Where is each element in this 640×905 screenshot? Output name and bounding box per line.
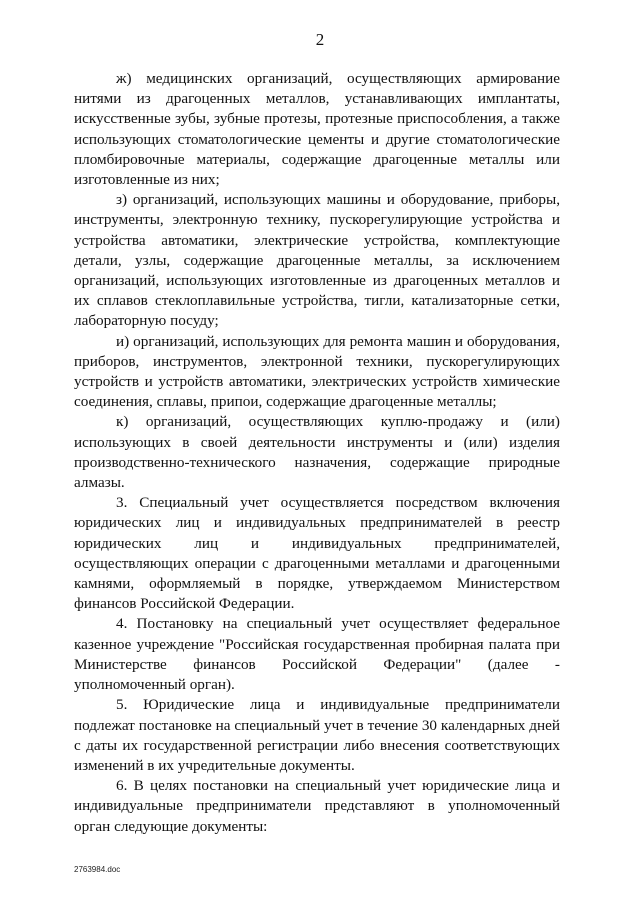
paragraph-zh: ж) медицинских организаций, осуществляющих армирование нитями из драгоценных металлов, устанавливающих имплантаты, искусственные зубы, зубные протезы, протезные приспособления, а также использующих стоматологические цементы и другие стоматологические пломбировочные материалы, содержащие драгоценные металлы или изготовленные из них; xyxy=(74,70,560,189)
paragraph-k: к) организаций, осуществляющих куплю-продажу и (или) использующих в своей деятельности инструменты и (или) изделия производственно-технического назначения, содержащие природные алмазы. xyxy=(74,413,560,492)
paragraph-z: з) организаций, использующих машины и оборудование, приборы, инструменты, электронную технику, пускорегулирующие устройства и устройства автоматики, электрические устройства, комплектующие детали, узлы, содержащие драгоценные металлы, за исключением организаций, использующих изготовленные из драгоценных металлов и их сплавов стеклоплавильные устройства, тигли, катализаторные сетки, лабораторную посуду; xyxy=(74,191,560,330)
paragraph-6: 6. В целях постановки на специальный учет юридические лица и индивидуальные предприниматели представляют в уполномоченный орган следующие документы: xyxy=(74,777,560,835)
paragraph-4: 4. Постановку на специальный учет осуществляет федеральное казенное учреждение "Российская государственная пробирная палата при Министерстве финансов Российской Федерации" (далее - уполномоченный орган). xyxy=(74,615,560,694)
paragraph-i: и) организаций, использующих для ремонта машин и оборудования, приборов, инструментов, электронной техники, пускорегулирующих устройств и устройств автоматики, электрических устройств химические соединения, сплавы, припои, содержащие драгоценные металлы; xyxy=(74,332,560,411)
paragraph-3: 3. Специальный учет осуществляется посредством включения юридических лиц и индивидуальных предпринимателей в реестр юридических лиц и индивидуальных предпринимателей, осуществляющих операции с драгоценными металлами и драгоценными камнями, оформляемый в порядке, утверждаемом Министерством финансов Российской Федерации. xyxy=(74,494,560,613)
paragraph-5: 5. Юридические лица и индивидуальные предприниматели подлежат постановке на специальный учет в течение 30 календарных дней с даты их государственной регистрации либо внесения соответствующих изменений в их учредительные документы. xyxy=(74,696,560,774)
document-footer-filename: 2763984.doc xyxy=(74,865,121,874)
page-number: 2 xyxy=(315,30,325,49)
document-body xyxy=(74,69,560,837)
